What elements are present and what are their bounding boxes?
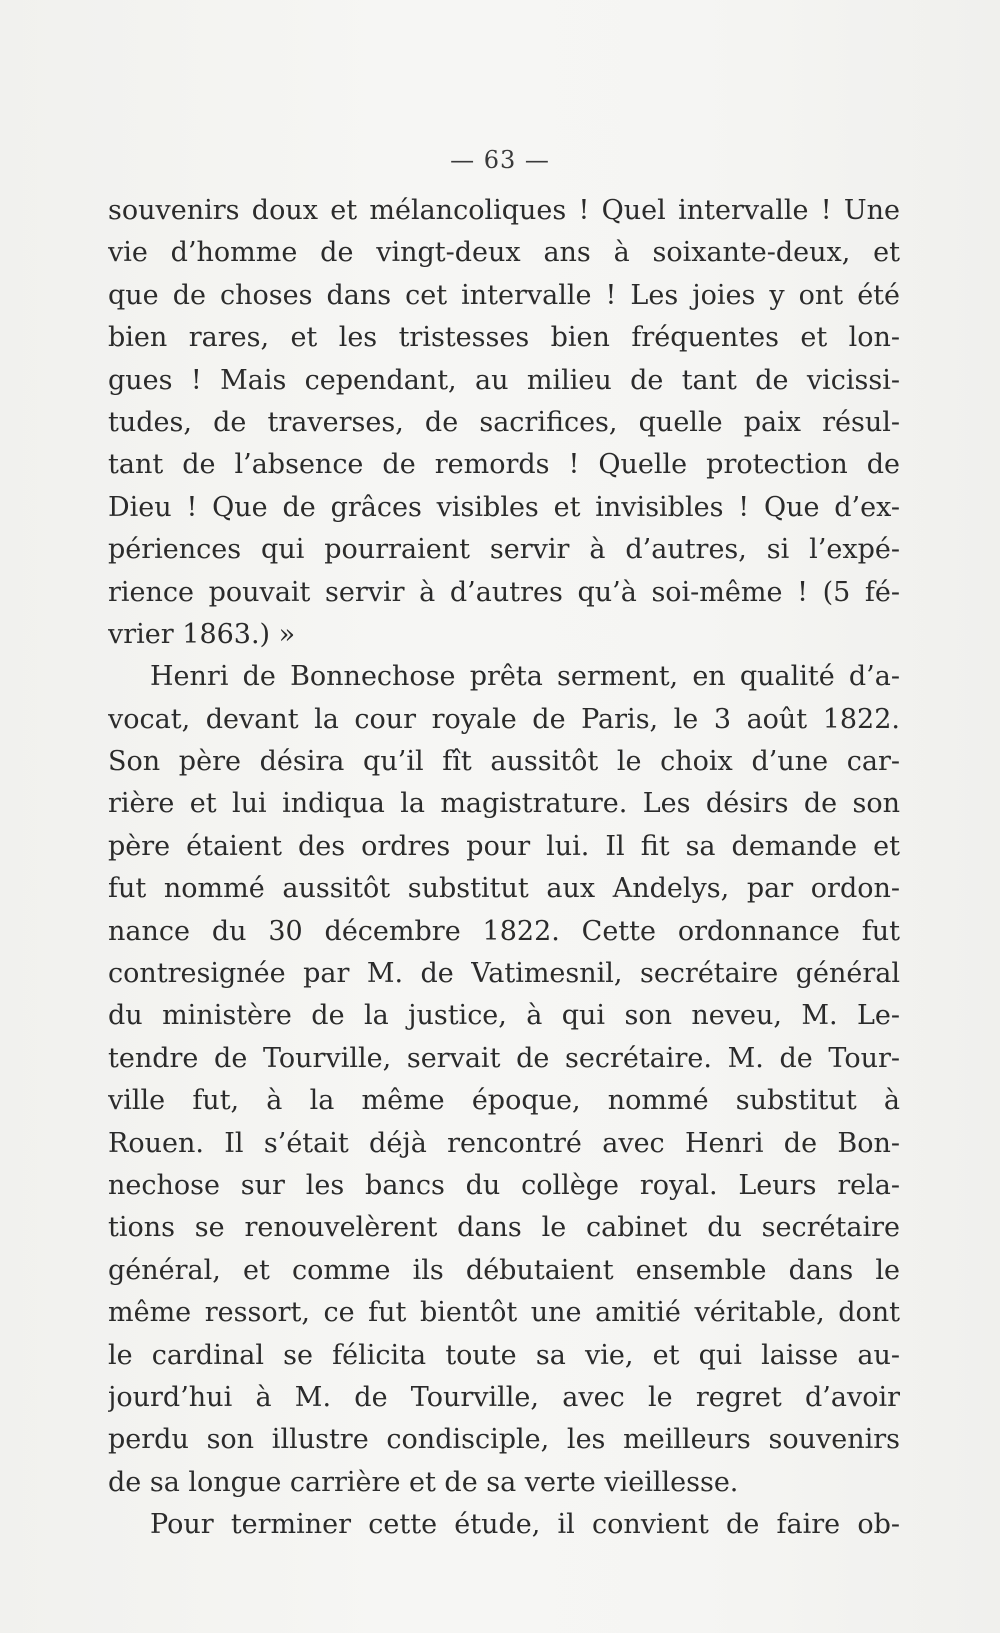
- body-text: [108, 190, 900, 1547]
- text-line: jourd’hui à M. de Tourville, avec le regret d’avoir: [108, 1381, 900, 1413]
- text-line: gues ! Mais cependant, au milieu de tant de vicissi-: [108, 364, 900, 396]
- text-line: Dieu ! Que de grâces visibles et invisibles ! Que d’ex-: [108, 491, 900, 523]
- text-line: tions se renouvelèrent dans le cabinet du secrétaire: [108, 1212, 900, 1244]
- text-line: perdu son illustre condisciple, les meilleurs souvenirs: [108, 1424, 900, 1456]
- paragraph-first-line: Henri de Bonnechose prêta serment, en qualité d’a-: [150, 661, 900, 693]
- text-line: Rouen. Il s’était déjà rencontré avec Henri de Bon-: [108, 1127, 900, 1159]
- page-number: — 63 —: [450, 146, 550, 174]
- text-line: tendre de Tourville, servait de secrétaire. M. de Tour-: [108, 1042, 900, 1074]
- text-line: du ministère de la justice, à qui son neveu, M. Le-: [108, 1000, 900, 1032]
- text-line: le cardinal se félicita toute sa vie, et qui laisse au-: [108, 1339, 900, 1371]
- text-line: vie d’homme de vingt-deux ans à soixante-deux, et: [108, 237, 900, 269]
- text-line: que de choses dans cet intervalle ! Les joies y ont été: [108, 279, 900, 311]
- text-line: nance du 30 décembre 1822. Cette ordonnance fut: [108, 915, 900, 947]
- text-line: tant de l’absence de remords ! Quelle protection de: [108, 449, 900, 481]
- text-line: vrier 1863.) »: [108, 618, 296, 650]
- text-line: bien rares, et les tristesses bien fréquentes et lon-: [108, 322, 900, 354]
- text-line: rience pouvait servir à d’autres qu’à soi-même ! (5 fé-: [108, 576, 900, 608]
- text-line: vocat, devant la cour royale de Paris, le 3 août 1822.: [108, 703, 900, 735]
- text-line: ville fut, à la même époque, nommé substitut à: [108, 1085, 900, 1117]
- text-line: de sa longue carrière et de sa verte vieillesse.: [108, 1466, 739, 1498]
- text-line: tudes, de traverses, de sacrifices, quelle paix résul-: [108, 406, 900, 438]
- text-line: souvenirs doux et mélancoliques ! Quel intervalle ! Une: [108, 195, 900, 226]
- text-line: même ressort, ce fut bientôt une amitié véritable, dont: [108, 1297, 900, 1329]
- text-line: Son père désira qu’il fît aussitôt le choix d’une car-: [108, 746, 900, 778]
- text-line: périences qui pourraient servir à d’autres, si l’expé-: [108, 534, 900, 566]
- text-line: fut nommé aussitôt substitut aux Andelys, par ordon-: [108, 873, 900, 905]
- text-line: nechose sur les bancs du collège royal. Leurs rela-: [108, 1169, 900, 1201]
- text-line: général, et comme ils débutaient ensemble dans le: [108, 1254, 900, 1286]
- text-line: contresignée par M. de Vatimesnil, secrétaire général: [108, 958, 900, 990]
- text-line: rière et lui indiqua la magistrature. Les désirs de son: [108, 788, 900, 820]
- text-line: père étaient des ordres pour lui. Il fit sa demande et: [108, 830, 900, 862]
- paragraph-first-line: Pour terminer cette étude, il convient de faire ob-: [150, 1509, 900, 1541]
